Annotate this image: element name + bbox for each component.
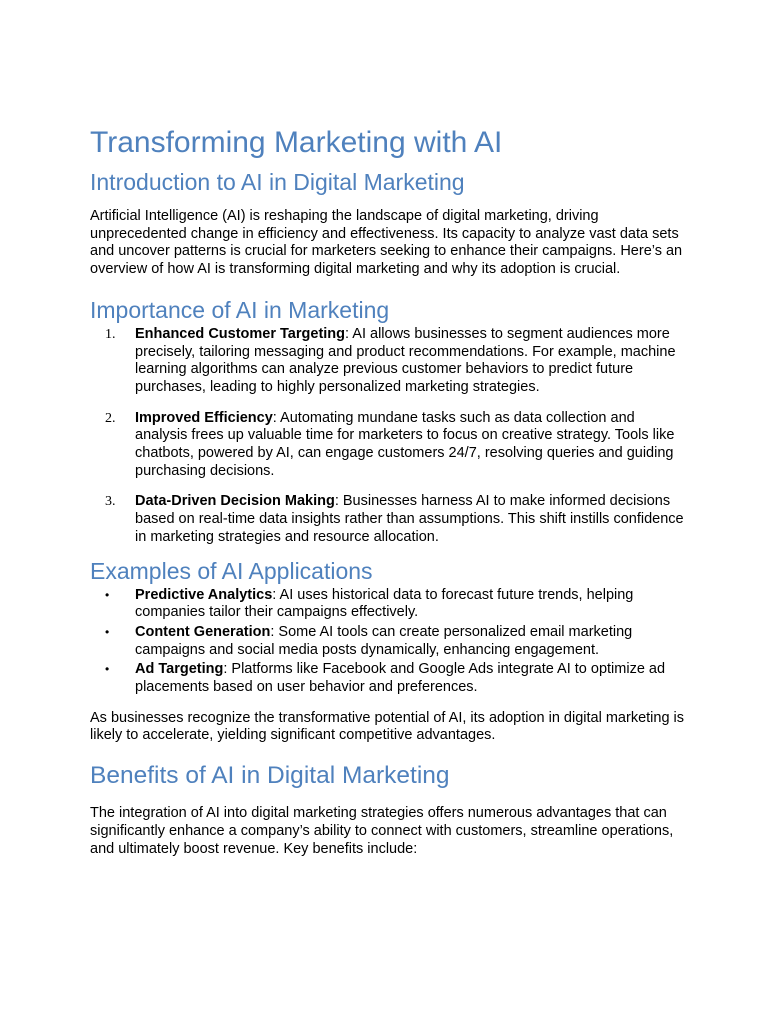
importance-heading: Importance of AI in Marketing [90, 296, 390, 323]
bullet-marker: • [105, 587, 110, 602]
benefits-paragraph: The integration of AI into digital marketing strategies offers numerous advantages that can significantly enhance a company’s ability to connect with customers, streamline operations, and ultimately boost revenue. Key benefits include: [90, 805, 674, 857]
document-title: Transforming Marketing with AI [90, 126, 503, 159]
item-term: Predictive Analytics [135, 586, 273, 603]
item-term: Content Generation [135, 623, 271, 640]
example-item-content-generation [90, 624, 690, 659]
item-text: : AI uses historical data to forecast future trends, helping companies tailor their campaigns effectively. [135, 586, 634, 621]
item-term: Improved Efficiency [135, 409, 273, 426]
intro-paragraph: Artificial Intelligence (AI) is reshaping the landscape of digital marketing, driving unprecedented change in efficiency and effectiveness. Its capacity to analyze vast data sets and uncover patterns is crucial for marketers seeking to enhance their campaigns. Here’s an overview of how AI is transforming digital marketing and why its adoption is crucial. [90, 208, 683, 278]
intro-heading: Introduction to AI in Digital Marketing [90, 169, 465, 195]
list-number: 2. [105, 410, 116, 426]
importance-item-targeting [90, 326, 690, 397]
benefits-heading: Benefits of AI in Digital Marketing [90, 762, 450, 790]
importance-item-decision-making [90, 493, 690, 546]
list-number: 3. [105, 494, 116, 510]
example-item-predictive-analytics [90, 587, 690, 622]
item-text: : Businesses harness AI to make informed decisions based on real-time data insights rather than assumptions. This shift instills confidence in marketing strategies and resource allocation. [135, 493, 684, 545]
example-item-ad-targeting [90, 661, 690, 696]
item-term: Data-Driven Decision Making [135, 493, 335, 510]
bullet-marker: • [105, 624, 110, 639]
item-term: Enhanced Customer Targeting [135, 325, 346, 342]
examples-list [90, 587, 690, 697]
bullet-marker: • [105, 662, 110, 677]
document-body [90, 126, 690, 858]
examples-heading: Examples of AI Applications [90, 557, 373, 584]
item-text: : Some AI tools can create personalized email marketing campaigns and social media posts dynamically, enhancing engagement. [135, 623, 633, 658]
importance-list [90, 326, 690, 547]
item-text: : Automating mundane tasks such as data collection and analysis frees up valuable time for marketers to focus on creative strategy. Tools like chatbots, powered by AI, can engage customers 24/7, resolving queries and guiding purchasing decisions. [135, 409, 675, 479]
importance-item-efficiency [90, 410, 690, 481]
item-term: Ad Targeting [135, 661, 224, 678]
item-text: : Platforms like Facebook and Google Ads integrate AI to optimize ad placements based on user behavior and preferences. [135, 661, 666, 696]
examples-closing-paragraph: As businesses recognize the transformative potential of AI, its adoption in digital marketing is likely to accelerate, yielding significant competitive advantages. [90, 709, 685, 744]
list-number: 1. [105, 326, 116, 342]
item-text: : AI allows businesses to segment audiences more precisely, tailoring messaging and product recommendations. For example, machine learning algorithms can analyze previous customer behaviors to predict future purchases, leading to highly personalized marketing strategies. [135, 325, 676, 395]
